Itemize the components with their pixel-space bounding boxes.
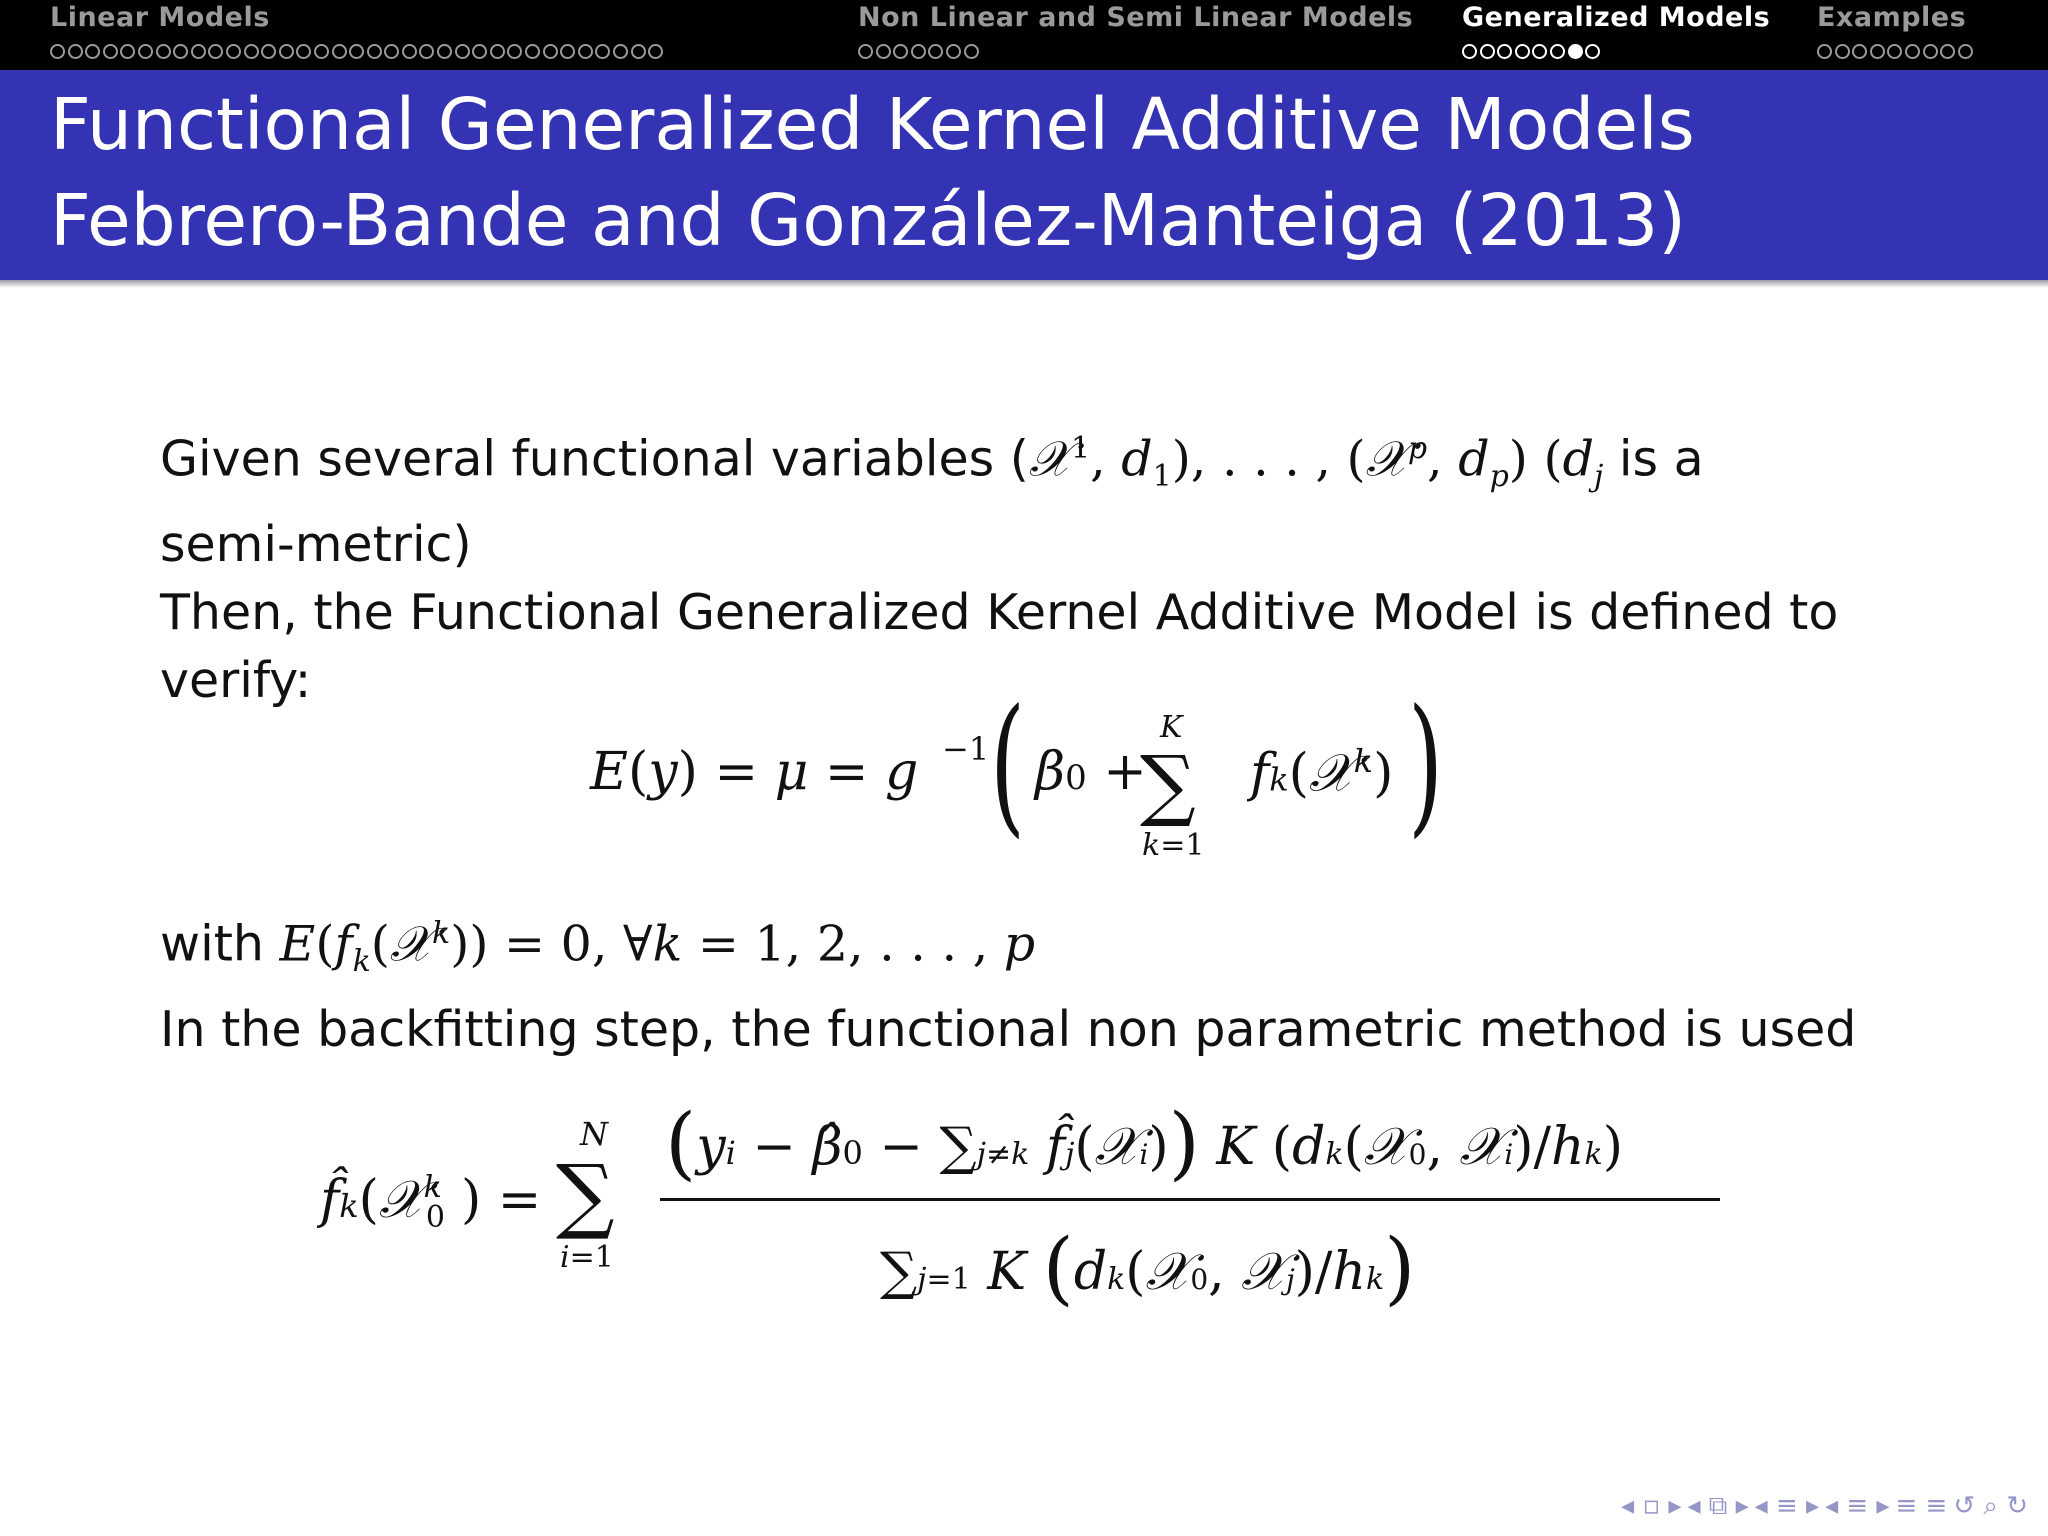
nav-frame-dot[interactable]	[1532, 44, 1547, 59]
slide-title: Functional Generalized Kernel Additive Models	[50, 83, 1695, 166]
nav-frame-dot[interactable]	[1940, 44, 1955, 59]
nav-frame-dot[interactable]	[68, 44, 83, 59]
nav-frame-dot[interactable]	[367, 44, 382, 59]
text-verify: verify:	[160, 652, 312, 710]
nav-frame-dot[interactable]	[226, 44, 241, 59]
nav-frame-dot[interactable]	[455, 44, 470, 59]
nav-frame-dot[interactable]	[156, 44, 171, 59]
nav-frame-dot[interactable]	[419, 44, 434, 59]
text-semi-metric: semi-metric)	[160, 516, 472, 574]
nav-frame-dot[interactable]	[173, 44, 188, 59]
nav-frame-dot[interactable]	[1585, 44, 1600, 59]
nav-dots	[1817, 44, 1973, 59]
nav-frame-dot[interactable]	[613, 44, 628, 59]
nav-frame-dot[interactable]	[261, 44, 276, 59]
nav-dots	[1462, 44, 1770, 59]
nav-section-nonlinear-models[interactable]	[858, 0, 1413, 59]
slide-title-bar	[0, 70, 2048, 280]
nav-frame-dot[interactable]	[1497, 44, 1512, 59]
nav-frame-dot[interactable]	[1870, 44, 1885, 59]
nav-frame-dot[interactable]	[349, 44, 364, 59]
nav-frame-dot[interactable]	[191, 44, 206, 59]
nav-frame-dot[interactable]	[120, 44, 135, 59]
equation-backfitting: f̂k(𝒳$^k$0 ) = N ∑ i=1 (yi − β̂0 − ∑j≠k f̂j(𝒳i)) K (dk(𝒳0, 𝒳i)/hk) ∑j=1 K (dk(𝒳0, 𝒳j)/hk)	[320, 1080, 1740, 1320]
nav-frame-dot[interactable]	[296, 44, 311, 59]
navigation-bar	[0, 0, 2048, 70]
text-with: with	[160, 915, 280, 973]
nav-frame-dot[interactable]	[384, 44, 399, 59]
nav-frame-dot[interactable]	[244, 44, 259, 59]
nav-dots	[858, 44, 1413, 59]
fraction-bar	[660, 1198, 1720, 1201]
nav-frame-dot[interactable]	[1480, 44, 1495, 59]
nav-frame-dot[interactable]	[1905, 44, 1920, 59]
slide-subtitle: Febrero-Bande and González-Manteiga (2013)	[50, 179, 1686, 262]
nav-frame-dot[interactable]	[876, 44, 891, 59]
nav-first-icon[interactable]: ◂ ▫ ▸	[1621, 1491, 1682, 1521]
slide-body	[160, 415, 1920, 715]
nav-frame-dot[interactable]	[1887, 44, 1902, 59]
nav-frame-dot[interactable]	[595, 44, 610, 59]
nav-frame-dot[interactable]	[437, 44, 452, 59]
text-given: Given several functional variables (	[160, 430, 1029, 488]
nav-frame-dot[interactable]	[543, 44, 558, 59]
title-shadow	[0, 280, 2048, 288]
nav-frame-dot[interactable]	[402, 44, 417, 59]
nav-frame-dot[interactable]	[1515, 44, 1530, 59]
nav-frame-dot[interactable]	[1568, 44, 1583, 59]
nav-frame-dot[interactable]	[560, 44, 575, 59]
nav-frame-dot[interactable]	[490, 44, 505, 59]
nav-subsection-icon[interactable]: ◂ ≡ ▸	[1754, 1491, 1820, 1521]
nav-frame-dot[interactable]	[928, 44, 943, 59]
nav-frame-dot[interactable]	[472, 44, 487, 59]
nav-frame-dot[interactable]	[1550, 44, 1565, 59]
nav-section-examples[interactable]	[1817, 0, 1973, 59]
nav-frame-dot[interactable]	[911, 44, 926, 59]
nav-frame-dot[interactable]	[279, 44, 294, 59]
beamer-navigation-controls	[1621, 1491, 2028, 1522]
nav-section-label[interactable]: Non Linear and Semi Linear Models	[858, 2, 1414, 33]
nav-frame-dot[interactable]	[314, 44, 329, 59]
nav-section-label[interactable]: Generalized Models	[1462, 2, 1771, 33]
nav-frame-dot[interactable]	[525, 44, 540, 59]
nav-section-label[interactable]: Examples	[1817, 2, 1967, 33]
nav-frame-dot[interactable]	[507, 44, 522, 59]
nav-frame-dot[interactable]	[1817, 44, 1832, 59]
nav-section-icon[interactable]: ◂ ≡ ▸	[1825, 1491, 1890, 1521]
nav-frame-dot[interactable]	[893, 44, 908, 59]
nav-frame-icon[interactable]: ◂ ⧉ ▸	[1687, 1491, 1749, 1521]
nav-frame-dot[interactable]	[648, 44, 663, 59]
nav-section-linear-models[interactable]	[50, 0, 663, 59]
nav-frame-dot[interactable]	[103, 44, 118, 59]
nav-frame-dot[interactable]	[138, 44, 153, 59]
nav-frame-dot[interactable]	[1923, 44, 1938, 59]
nav-frame-dot[interactable]	[578, 44, 593, 59]
text-backfitting: In the backfitting step, the functional non parametric method is used	[160, 1001, 1857, 1059]
nav-frame-dot[interactable]	[964, 44, 979, 59]
nav-frame-dot[interactable]	[858, 44, 873, 59]
nav-section-generalized-models[interactable]	[1462, 0, 1770, 59]
nav-search-icon[interactable]: ↺ ⌕ ↻	[1953, 1491, 2028, 1521]
nav-section-label[interactable]: Linear Models	[50, 2, 270, 33]
paragraph-with: with $E(f_k(𝒳^k)) = 0$, ∀k = 1, 2, . . . , p In the backfitting step, the functional non parametric method is used	[160, 900, 1856, 1064]
nav-frame-dot[interactable]	[1835, 44, 1850, 59]
paragraph-given: Given several functional variables (𝒳$^1$, $d_1$), . . . , (𝒳$^p$, $d_p$) ($d_j$ is a	[160, 430, 1704, 495]
nav-frame-dot[interactable]	[50, 44, 65, 59]
nav-frame-dot[interactable]	[332, 44, 347, 59]
nav-frame-dot[interactable]	[1852, 44, 1867, 59]
text-then: Then, the Functional Generalized Kernel Additive Model is defined to	[160, 584, 1839, 642]
nav-frame-dot[interactable]	[946, 44, 961, 59]
nav-frame-dot[interactable]	[1958, 44, 1973, 59]
nav-dots	[50, 44, 663, 59]
nav-frame-dot[interactable]	[85, 44, 100, 59]
equation-model: E(y) = μ = g −1 ( β0 + K ∑ k=1 fk(𝒳$^k$) )	[590, 678, 1444, 863]
nav-frame-dot[interactable]	[1462, 44, 1477, 59]
nav-toc-icon[interactable]: ≡ ≡	[1895, 1491, 1948, 1521]
nav-frame-dot[interactable]	[631, 44, 646, 59]
nav-frame-dot[interactable]	[208, 44, 223, 59]
